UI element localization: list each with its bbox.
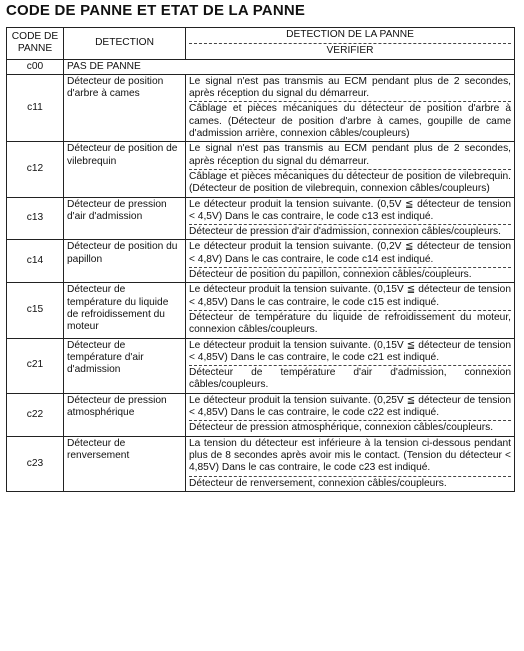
fault-code: c15 bbox=[7, 283, 64, 338]
fault-code: c21 bbox=[7, 338, 64, 393]
detection-item: Détecteur de renversement bbox=[64, 436, 186, 491]
fault-condition: Le détecteur produit la tension suivante. (0,25V ≦ détecteur de tension < 4,85V) Dans le cas contraire, le code c22 est indiqué. bbox=[189, 394, 511, 419]
detection-item: Détecteur de température d'air d'admission bbox=[64, 338, 186, 393]
fault-code: c22 bbox=[7, 393, 64, 436]
condition-cell bbox=[186, 283, 515, 338]
verify-items: Détecteur de température du liquide de refroidissement du moteur, connexion câbles/coupleurs. bbox=[189, 311, 511, 336]
condition-cell bbox=[186, 142, 515, 197]
table-row bbox=[7, 197, 515, 240]
detection-item: Détecteur de position de vilebrequin bbox=[64, 142, 186, 197]
table-row bbox=[7, 59, 515, 74]
verify-items: Détecteur de renversement, connexion câbles/coupleurs. bbox=[189, 476, 511, 490]
fault-code: c00 bbox=[7, 59, 64, 74]
fault-code: c12 bbox=[7, 142, 64, 197]
fault-condition: Le signal n'est pas transmis au ECM pendant plus de 2 secondes, après réception du signal du démarreur. bbox=[189, 143, 511, 167]
detection-item: PAS DE PANNE bbox=[64, 59, 515, 74]
detection-item: Détecteur de pression atmosphérique bbox=[64, 393, 186, 436]
header-code: CODE DE PANNE bbox=[7, 28, 64, 60]
table-row bbox=[7, 240, 515, 283]
verify-items: Câblage et pièces mécaniques du détecteur de position de vilebrequin. (Détecteur de position de vilebrequin, connexion câbles/coupleurs) bbox=[189, 170, 511, 195]
header-detection: DETECTION bbox=[64, 28, 186, 60]
fault-code: c13 bbox=[7, 197, 64, 240]
fault-code: c11 bbox=[7, 74, 64, 141]
condition-cell bbox=[186, 197, 515, 240]
fault-code: c23 bbox=[7, 436, 64, 491]
header-condition-cell bbox=[186, 28, 515, 60]
verify-items: Détecteur de position du papillon, connexion câbles/coupleurs. bbox=[189, 267, 511, 281]
page-title: CODE DE PANNE ET ETAT DE LA PANNE bbox=[6, 2, 306, 19]
table-row bbox=[7, 74, 515, 141]
condition-cell bbox=[186, 436, 515, 491]
fault-condition: Le détecteur produit la tension suivante. (0,15V ≦ détecteur de tension < 4,85V) Dans le cas contraire, le code c15 est indiqué. bbox=[189, 284, 511, 308]
fault-condition: La tension du détecteur est inférieure à la tension ci-dessous pendant plus de 8 secondes après avoir mis le contact. (Tension du détecteur < 4,85V) Dans le cas contraire, le code c23 est indiqué. bbox=[189, 437, 511, 474]
table-row bbox=[7, 393, 515, 436]
table-row bbox=[7, 283, 515, 338]
fault-condition: Le détecteur produit la tension suivante. (0,15V ≦ détecteur de tension < 4,85V) Dans le cas contraire, le code c21 est indiqué. bbox=[189, 339, 511, 363]
verify-items: Détecteur de température d'air d'admission, connexion câbles/coupleurs. bbox=[189, 367, 511, 391]
table-body bbox=[7, 59, 515, 491]
detection-item: Détecteur de position d'arbre à cames bbox=[64, 74, 186, 141]
condition-cell bbox=[186, 338, 515, 393]
fault-condition: Le signal n'est pas transmis au ECM pendant plus de 2 secondes, après réception du signal du démarreur. bbox=[189, 75, 511, 100]
condition-cell bbox=[186, 240, 515, 283]
table-header-row bbox=[7, 28, 515, 60]
header-condition: DETECTION DE LA PANNE bbox=[286, 29, 414, 40]
fault-condition: Le détecteur produit la tension suivante. (0,2V ≦ détecteur de tension < 4,8V) Dans le cas contraire, le code c14 est indiqué. bbox=[189, 241, 511, 265]
detection-item: Détecteur de température du liquide de refroidissement du moteur bbox=[64, 283, 186, 338]
fault-code-table bbox=[6, 27, 515, 492]
verify-items: Câblage et pièces mécaniques du détecteur de position d'arbre à cames. (Détecteur de position d'arbre à cames, goupille de came d'admission arrière, connexion câbles/coupleurs) bbox=[189, 103, 511, 140]
fault-condition: Le détecteur produit la tension suivante. (0,5V ≦ détecteur de tension < 4,5V) Dans le cas contraire, le code c13 est indiqué. bbox=[189, 198, 511, 222]
condition-cell bbox=[186, 74, 515, 141]
detection-item: Détecteur de position du papillon bbox=[64, 240, 186, 283]
detection-item: Détecteur de pression d'air d'admission bbox=[64, 197, 186, 240]
condition-cell bbox=[186, 393, 515, 436]
table-row bbox=[7, 436, 515, 491]
table-row bbox=[7, 142, 515, 197]
verify-items: Détecteur de pression atmosphérique, connexion câbles/coupleurs. bbox=[189, 420, 511, 434]
verify-items: Détecteur de pression d'air d'admission, connexion câbles/coupleurs. bbox=[189, 224, 511, 238]
fault-code: c14 bbox=[7, 240, 64, 283]
header-verify: VERIFIER bbox=[189, 43, 511, 57]
table-row bbox=[7, 338, 515, 393]
